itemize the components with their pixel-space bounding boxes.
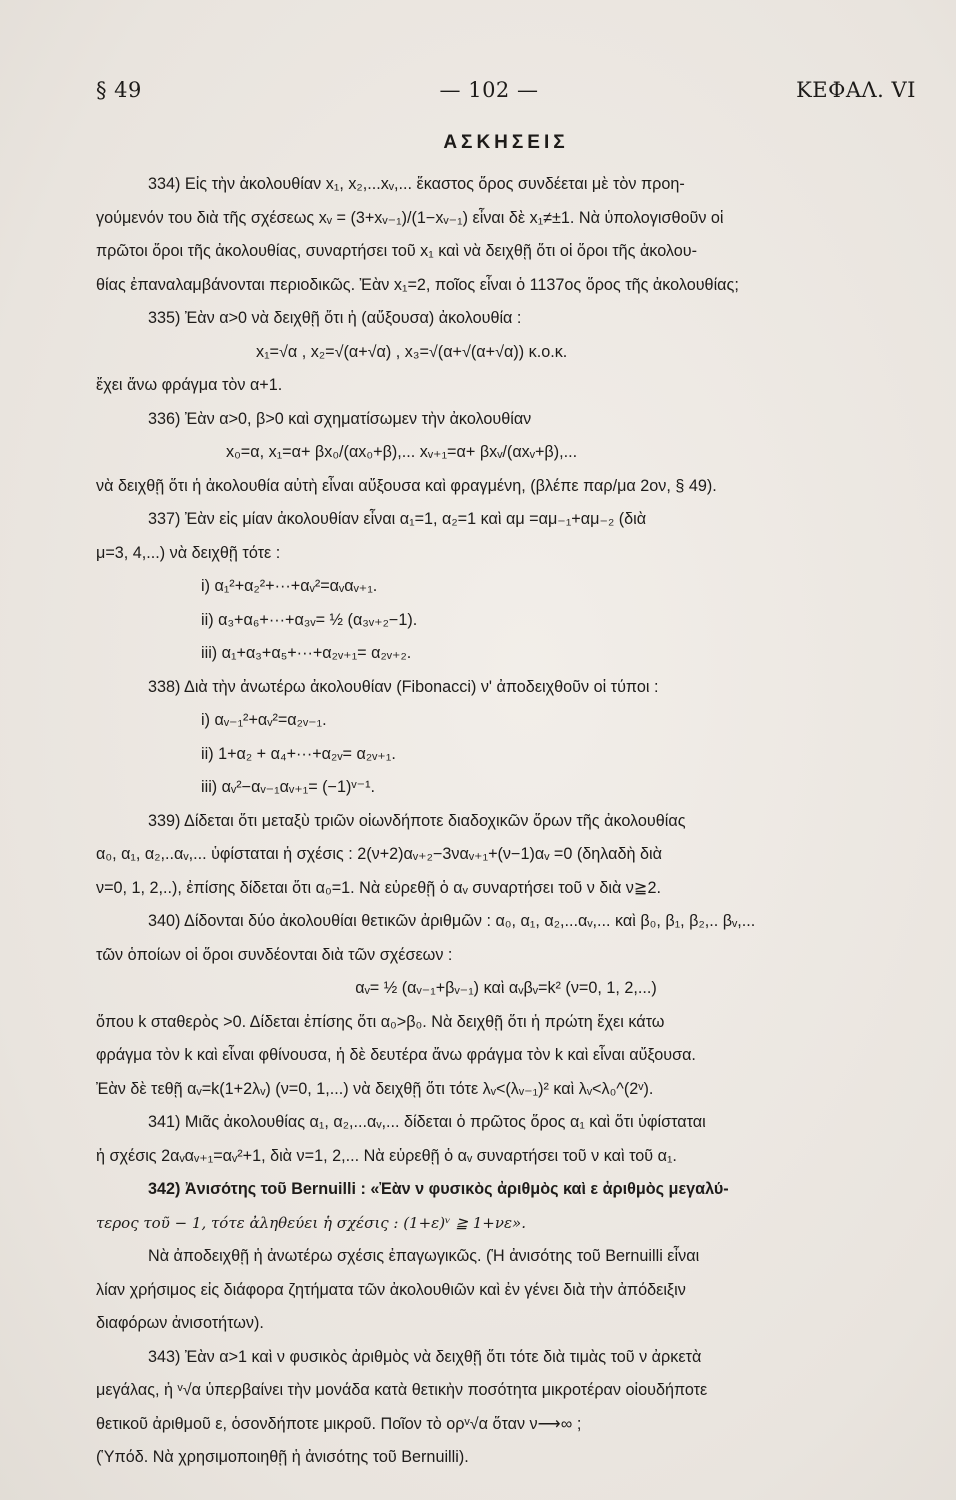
formula-line: ii) 1+α₂ + α₄+···+α₂ᵥ= α₂ᵥ₊₁. <box>201 744 396 763</box>
text-line: 340) Δίδονται δύο ἀκολουθίαι θετικῶν ἀριθμῶν : α₀, α₁, α₂,...αᵥ,... καὶ β₀, β₁, β₂,.. βᵥ,... <box>148 912 756 930</box>
text-line: 339) Δίδεται ὅτι μεταξὺ τριῶν οἱωνδήποτε διαδοχικῶν ὅρων τῆς ἀκολουθίας <box>148 811 686 830</box>
text-line: μεγάλας, ἡ ᵛ√α ὑπερβαίνει τὴν μονάδα κατὰ θετικὴν ποσότητα μικροτέραν οἱουδήποτε <box>96 1381 708 1399</box>
text-line: θετικοῦ ἀριθμοῦ ε, ὁσονδήποτε μικροῦ. Ποῖον τὸ ορᵛ√α ὅταν ν⟶∞ ; <box>96 1414 582 1433</box>
text-line: 337) Ἐὰν εἰς μίαν ἀκολουθίαν εἶναι α₁=1, α₂=1 καὶ αμ =αμ₋₁+αμ₋₂ (διὰ <box>148 510 647 528</box>
text-line: 334) Εἰς τὴν ἀκολουθίαν x₁, x₂,...xᵥ,... ἕκαστος ὅρος συνδέεται μὲ τὸν προη- <box>148 175 685 193</box>
page-number: — 102 — <box>439 78 539 102</box>
text-line: 338) Διὰ τὴν ἀνωτέρω ἀκολουθίαν (Fibonacci) ν' ἀποδειχθοῦν οἱ τύποι : <box>148 677 659 696</box>
text-line: ν=0, 1, 2,..), ἐπίσης δίδεται ὅτι α₀=1. Νὰ εὑρεθῇ ὁ αᵥ συναρτήσει τοῦ ν διὰ ν≧2. <box>96 878 661 897</box>
formula-line: αᵥ= ½ (αᵥ₋₁+βᵥ₋₁) καὶ αᵥβᵥ=k² (ν=0, 1, 2,...) <box>355 979 657 997</box>
text-line: γούμενόν του διὰ τῆς σχέσεως xᵥ = (3+xᵥ₋₁)/(1−xᵥ₋₁) εἶναι δὲ x₁≠±1. Νὰ ὑπολογισθοῦν οἱ <box>96 208 724 227</box>
text-line: νὰ δειχθῇ ὅτι ἡ ἀκολουθία αὐτὴ εἶναι αὔξουσα καὶ φραγμένη, (βλέπε παρ/μα 2ον, § 49). <box>96 476 717 495</box>
text-line: λίαν χρήσιμος εἰς διάφορα ζητήματα τῶν ἀκολουθιῶν καὶ ἐν γένει διὰ τὴν ἀπόδειξιν <box>96 1280 686 1299</box>
text-line: πρῶτοι ὅροι τῆς ἀκολουθίας, συναρτήσει τοῦ x₁ καὶ νὰ δειχθῇ ὅτι οἱ ὅροι τῆς ἀκολου- <box>96 242 697 260</box>
formula-line: x₁=√α , x₂=√(α+√α) , x₃=√(α+√(α+√α)) κ.ο.κ. <box>256 342 568 361</box>
text-line: 343) Ἐὰν α>1 καὶ ν φυσικὸς ἀριθμὸς νὰ δειχθῇ ὅτι τότε διὰ τιμὰς τοῦ ν ἀρκετὰ <box>148 1347 702 1366</box>
text-line: ὅπου k σταθερὸς >0. Δίδεται ἐπίσης ὅτι α₀>β₀. Νὰ δειχθῇ ὅτι ἡ πρώτη ἔχει κάτω <box>96 1012 665 1031</box>
chapter-label: ΚΕΦΑΛ. VI <box>796 78 916 102</box>
exercises-title: ΑΣΚΗΣΕΙΣ <box>443 132 569 153</box>
exercises-body <box>96 168 916 1475</box>
formula-line: ii) α₃+α₆+···+α₃ᵥ= ½ (α₃ᵥ₊₂−1). <box>201 610 418 629</box>
text-line: 335) Ἐὰν α>0 νὰ δειχθῇ ὅτι ἡ (αὔξουσα) ἀκολουθία : <box>148 309 522 327</box>
text-line: τῶν ὁποίων οἱ ὅροι συνδέονται διὰ τῶν σχέσεων : <box>96 945 453 964</box>
formula-line: x₀=α, x₁=α+ βx₀/(αx₀+β),... xᵥ₊₁=α+ βxᵥ/(αxᵥ+β),... <box>226 443 578 461</box>
text-line: ἔχει ἄνω φράγμα τὸν α+1. <box>96 376 283 394</box>
text-line: Νὰ ἀποδειχθῇ ἡ ἀνωτέρω σχέσις ἐπαγωγικῶς. (Ἡ ἀνισότης τοῦ Bernuilli εἶναι <box>148 1247 700 1265</box>
text-line: τερος τοῦ − 1, τότε ἀληθεύει ἡ σχέσις : (1+ε)ᵛ ≧ 1+νε». <box>96 1213 526 1232</box>
text-line: 336) Ἐὰν α>0, β>0 καὶ σχηματίσωμεν τὴν ἀκολουθίαν <box>148 409 532 428</box>
formula-line: i) α₁²+α₂²+···+αᵥ²=αᵥαᵥ₊₁. <box>201 577 378 595</box>
formula-line: iii) α₁+α₃+α₅+···+α₂ᵥ₊₁= α₂ᵥ₊₂. <box>201 644 412 662</box>
text-line: (Ὑπόδ. Νὰ χρησιμοποιηθῇ ἡ ἀνισότης τοῦ Bernuilli). <box>96 1448 469 1466</box>
text-line: 342) Ἀνισότης τοῦ Bernuilli : «Ἐὰν ν φυσικὸς ἀριθμὸς καὶ ε ἀριθμὸς μεγαλύ- <box>148 1180 729 1198</box>
text-line: διαφόρων ἀνισοτήτων). <box>96 1314 264 1332</box>
text-line: φράγμα τὸν k καὶ εἶναι φθίνουσα, ἡ δὲ δευτέρα ἄνω φράγμα τὸν k καὶ εἶναι αὔξουσα. <box>96 1046 696 1064</box>
section-number: § 49 <box>96 78 142 102</box>
text-line: Ἐὰν δὲ τεθῇ αᵥ=k(1+2λᵥ) (ν=0, 1,...) νὰ δειχθῇ ὅτι τότε λᵥ<(λᵥ₋₁)² καὶ λᵥ<λ₀^(2ᵛ). <box>96 1079 654 1098</box>
page-header <box>96 78 916 102</box>
formula-line: i) αᵥ₋₁²+αᵥ²=α₂ᵥ₋₁. <box>201 711 327 729</box>
text-line: α₀, α₁, α₂,..αᵥ,... ὑφίσταται ἡ σχέσις : 2(ν+2)αᵥ₊₂−3ναᵥ₊₁+(ν−1)αᵥ =0 (δηλαδὴ διὰ <box>96 845 662 863</box>
text-line: ἡ σχέσις 2αᵥαᵥ₊₁=αᵥ²+1, διὰ ν=1, 2,... Νὰ εὑρεθῇ ὁ αᵥ συναρτήσει τοῦ ν καὶ τοῦ α₁. <box>96 1146 677 1165</box>
text-line: μ=3, 4,...) νὰ δειχθῇ τότε : <box>96 543 281 562</box>
formula-line: iii) αᵥ²−αᵥ₋₁αᵥ₊₁= (−1)ᵛ⁻¹. <box>201 778 376 796</box>
text-line: θίας ἐπαναλαμβάνονται περιοδικῶς. Ἐὰν x₁=2, ποῖος εἶναι ὁ 1137ος ὅρος τῆς ἀκολουθίας; <box>96 275 739 294</box>
text-line: 341) Μιᾶς ἀκολουθίας α₁, α₂,...αᵥ,... δίδεται ὁ πρῶτος ὅρος α₁ καὶ ὅτι ὑφίσταται <box>148 1113 706 1131</box>
